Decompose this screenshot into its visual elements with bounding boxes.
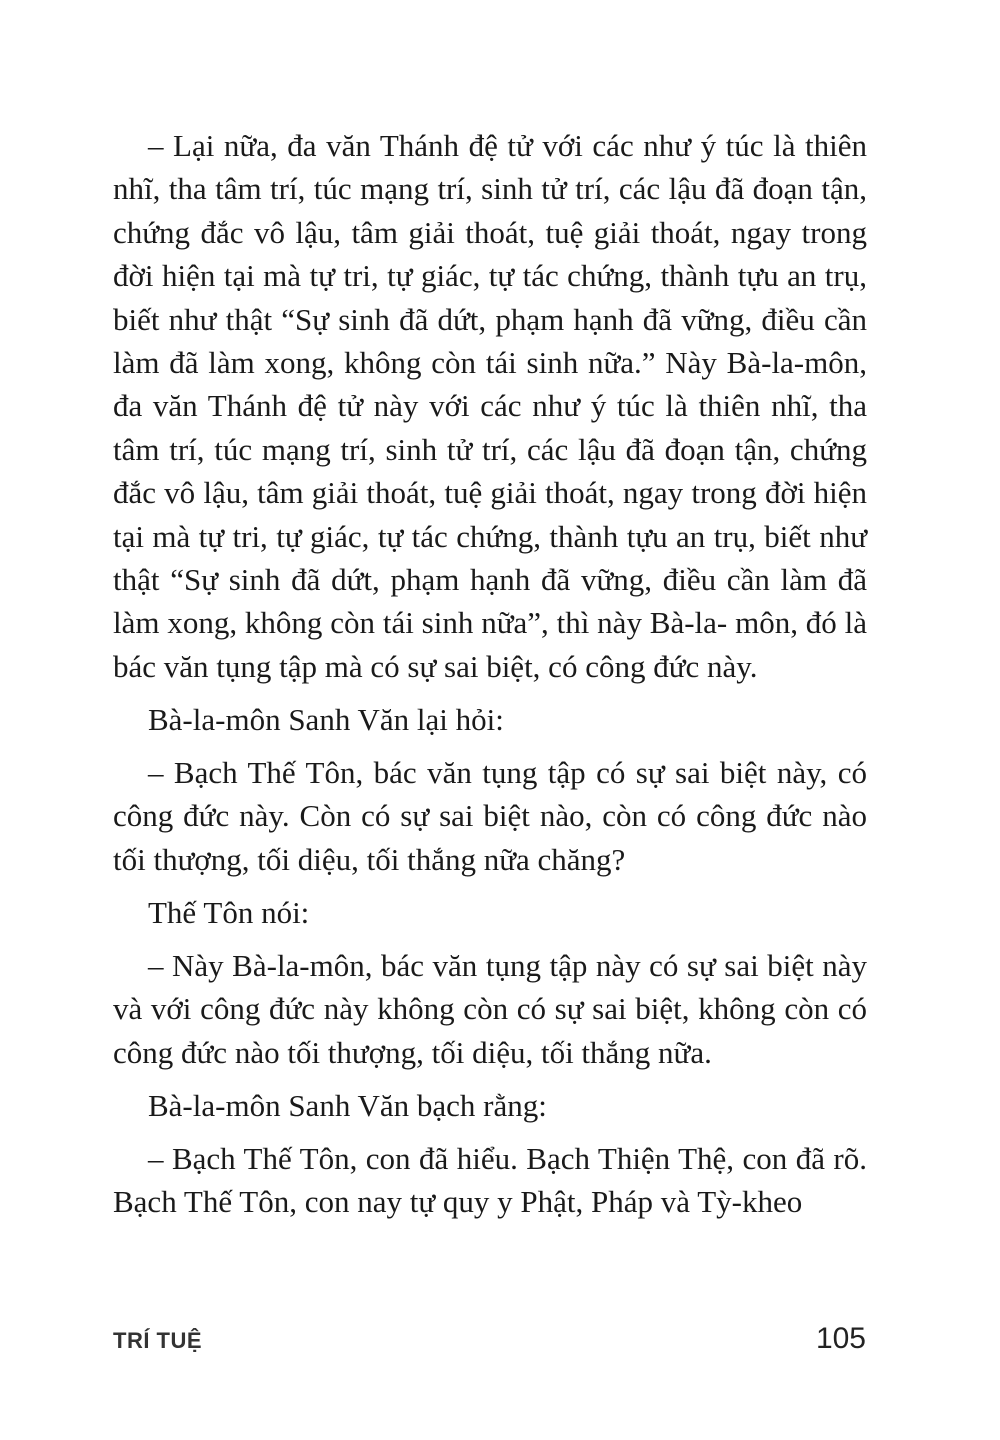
paragraph-4: Thế Tôn nói: <box>148 894 310 930</box>
paragraph-6: Bà-la-môn Sanh Văn bạch rằng: <box>148 1087 547 1123</box>
paragraph-2: Bà-la-môn Sanh Văn lại hỏi: <box>148 701 504 737</box>
footer-book-title: TRÍ TUỆ <box>113 1328 203 1353</box>
page-number: 105 <box>815 1322 866 1355</box>
paragraph-5: – Này Bà-la-môn, bác văn tụng tập này có sự sai biệt này và với công đức này không còn có sự sai biệt, không còn có công đức nào tối thượng, tối diệu, tối thắng nữa. <box>113 947 867 1070</box>
paragraph-1: – Lại nữa, đa văn Thánh đệ tử với các như ý túc là thiên nhĩ, tha tâm trí, túc mạng trí, sinh tử trí, các lậu đã đoạn tận, chứng đắc vô lậu, tâm giải thoát, tuệ giải thoát, ngay trong đời hiện tại mà tự tri, tự giác, tự tác chứng, thành tựu an trụ, biết như thật “Sự sinh đã dứt, phạm hạnh đã vững, điều cần làm đã làm xong, không còn tái sinh nữa.” Này Bà-la-môn, đa văn Thánh đệ tử này với các như ý túc là thiên nhĩ, tha tâm trí, túc mạng trí, sinh tử trí, các lậu đã đoạn tận, chứng đắc vô lậu, tâm giải thoát, tuệ giải thoát, ngay trong đời hiện tại mà tự tri, tự giác, tự tác chứng, thành tựu an trụ, biết như thật “Sự sinh đã dứt, phạm hạnh đã vững, điều cần làm đã làm xong, không còn tái sinh nữa”, thì này Bà-la- môn, đó là bác văn tụng tập mà có sự sai biệt, có công đức này. <box>113 128 867 684</box>
paragraph-3: – Bạch Thế Tôn, bác văn tụng tập có sự sai biệt này, có công đức này. Còn có sự sai biệt nào, còn có công đức nào tối thượng, tối diệu, tối thắng nữa chăng? <box>113 754 867 877</box>
paragraph-7: – Bạch Thế Tôn, con đã hiểu. Bạch Thiện Thệ, con đã rõ. Bạch Thế Tôn, con nay tự quy y Phật, Pháp và Tỳ-kheo <box>113 1140 867 1219</box>
page-body <box>113 124 867 1223</box>
